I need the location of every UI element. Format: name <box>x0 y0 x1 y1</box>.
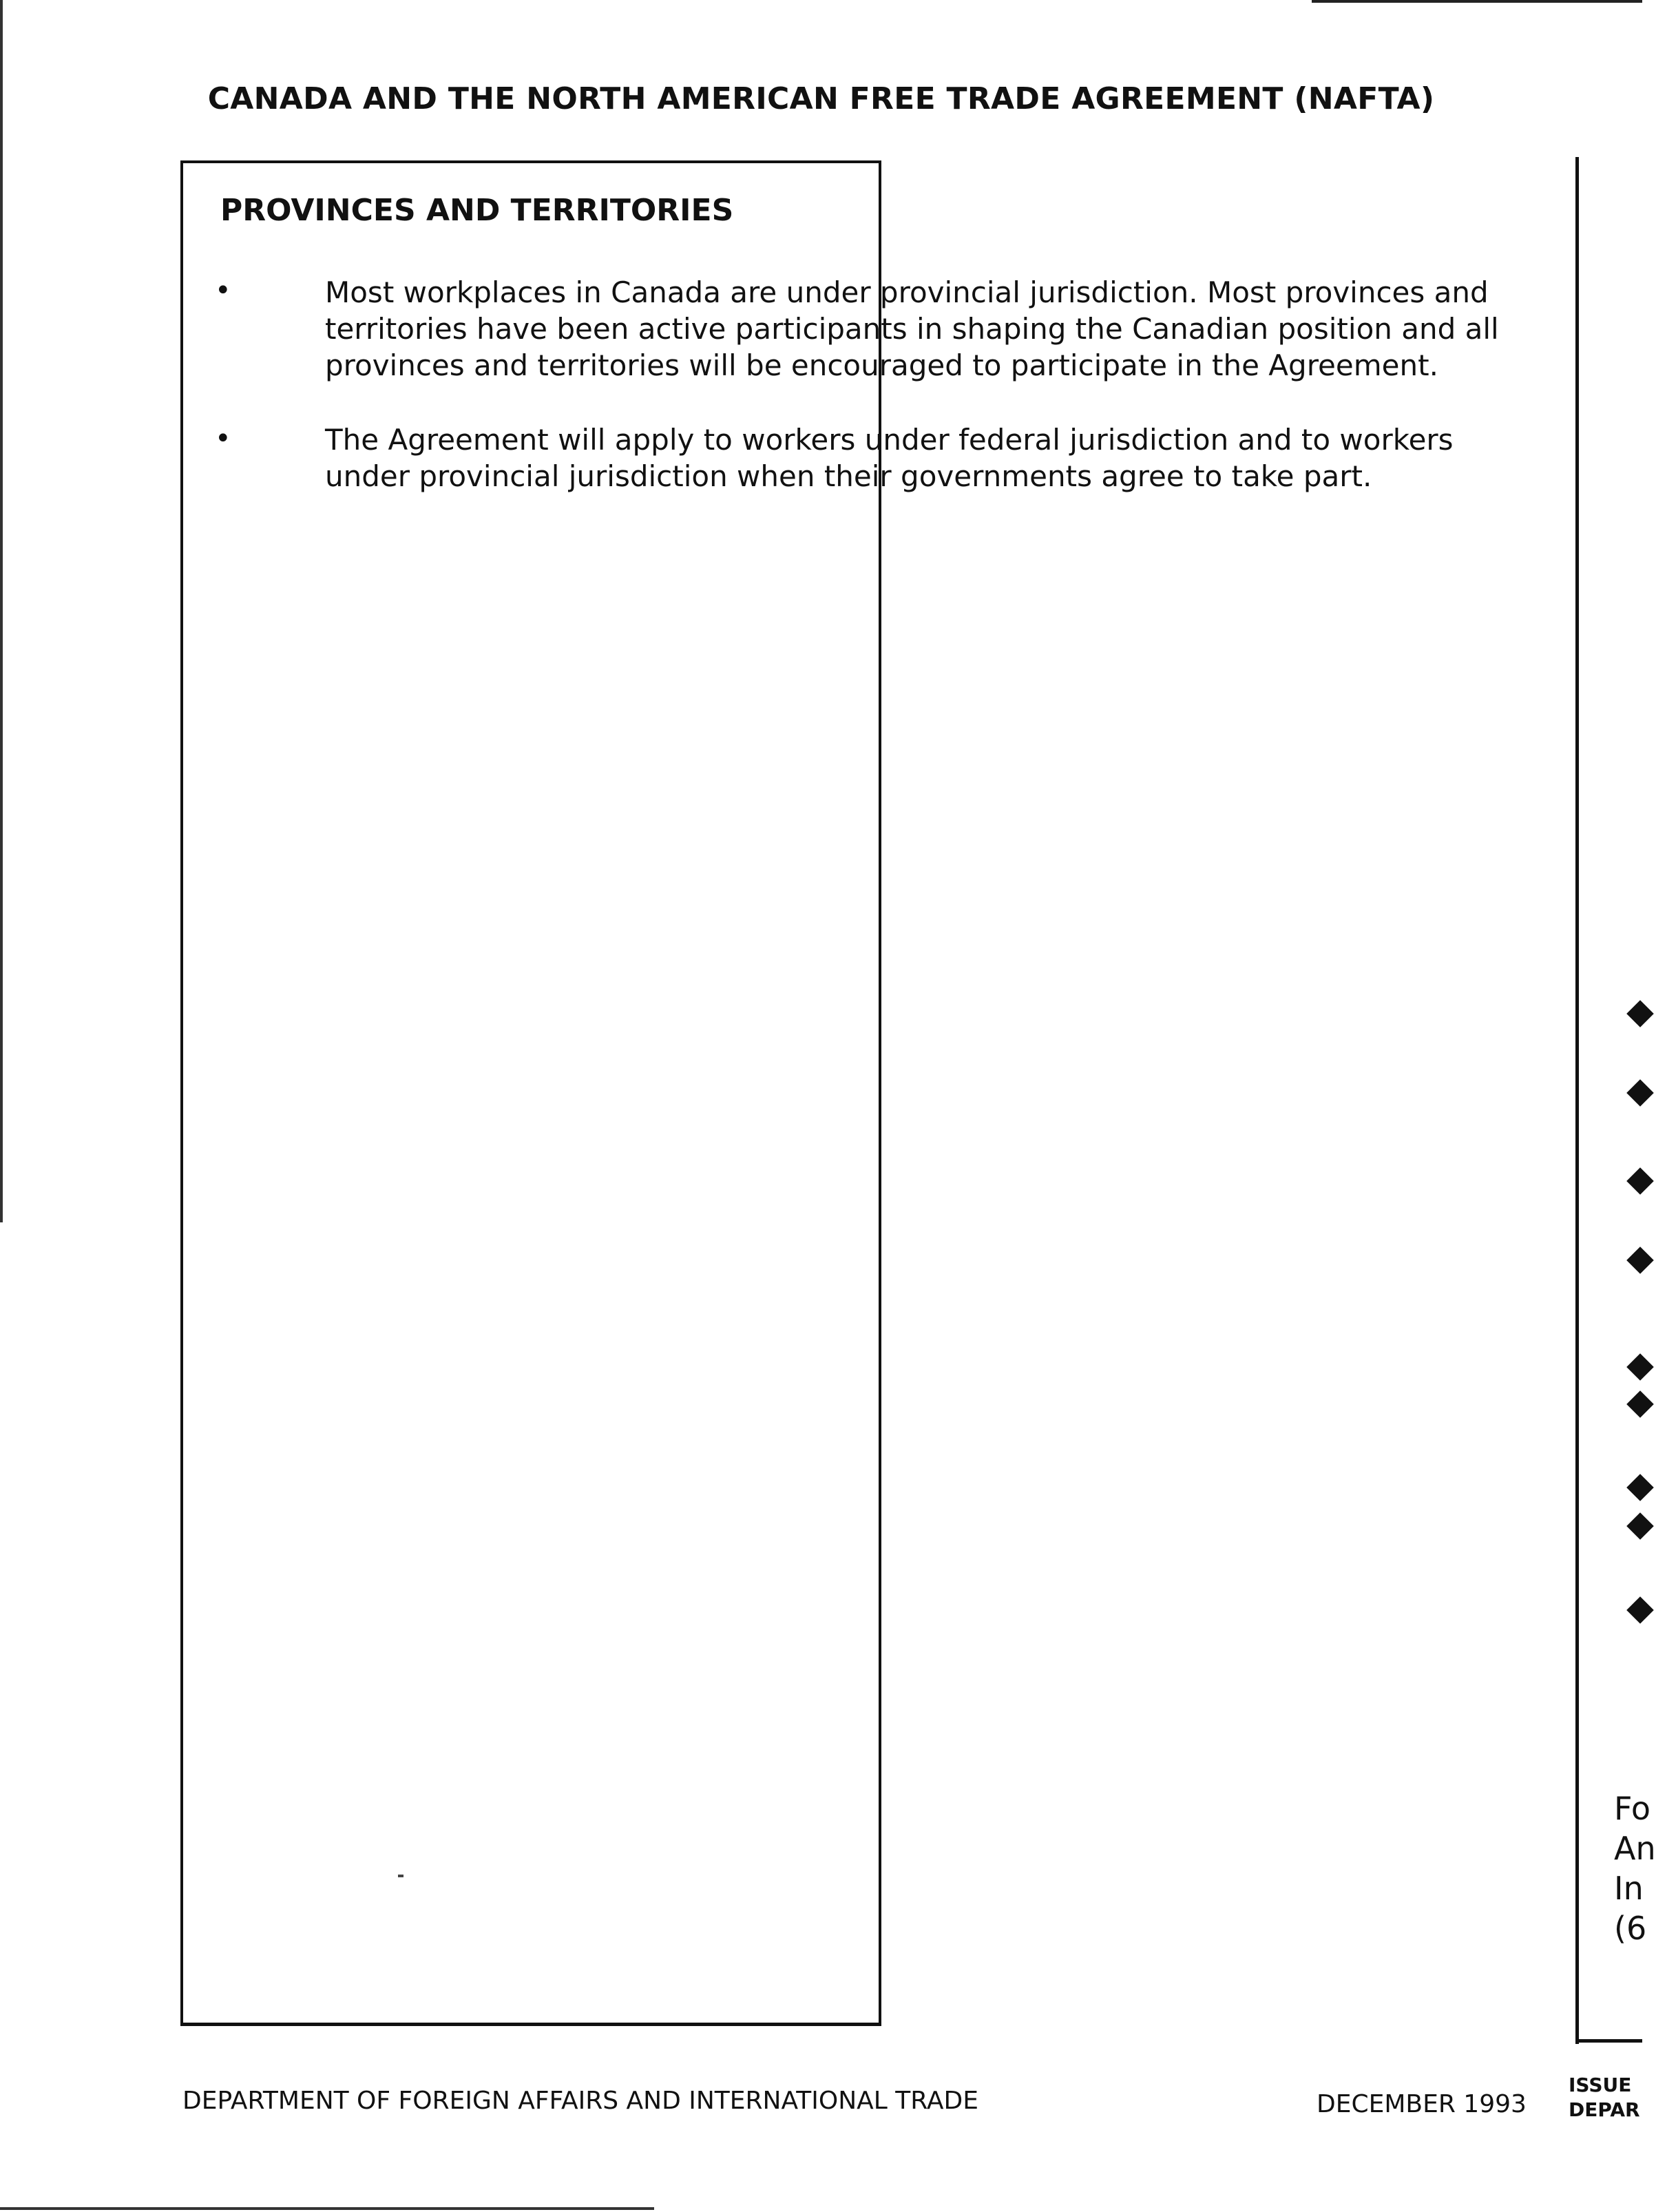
footer-department: DEPARTMENT OF FOREIGN AFFAIRS AND INTERNATIONAL TRADE <box>182 2087 978 2115</box>
diamond-bullet-icon <box>1626 1079 1654 1107</box>
adjacent-page-border-bottom <box>1575 2039 1642 2043</box>
diamond-bullet-icon <box>1626 1000 1654 1027</box>
adjacent-page-fragment <box>1555 157 1656 2051</box>
adjacent-text-line: An <box>1614 1830 1656 1867</box>
diamond-bullet-icon <box>1626 1512 1654 1540</box>
adjacent-text-line: In <box>1614 1870 1644 1907</box>
scan-edge-left <box>0 0 3 1222</box>
adjacent-footer-line: ISSUE <box>1569 2074 1632 2096</box>
adjacent-text-line: (6 <box>1614 1910 1647 1947</box>
scan-speck <box>398 1875 403 1877</box>
diamond-bullet-icon <box>1626 1246 1654 1274</box>
diamond-bullet-icon <box>1626 1167 1654 1195</box>
footer-date: DECEMBER 1993 <box>1317 2090 1527 2118</box>
section-heading: PROVINCES AND TERRITORIES <box>220 193 734 228</box>
bullet-text: Most workplaces in Canada are under provincial jurisdiction. Most provinces and territories have been active participants in shaping the Canadian position and all provinces and territories will be encouraged to participate in the Agreement. <box>325 275 1499 382</box>
diamond-bullet-icon <box>1626 1596 1654 1624</box>
diamond-bullet-icon <box>1626 1353 1654 1381</box>
diamond-bullet-icon <box>1626 1390 1654 1418</box>
bullet-marker: • <box>215 423 231 455</box>
diamond-bullet-icon <box>1626 1474 1654 1501</box>
scan-edge-bottom <box>0 2207 654 2210</box>
bullet-text: The Agreement will apply to workers under federal jurisdiction and to workers under provincial jurisdiction when their governments agree to take part. <box>325 423 1454 493</box>
adjacent-footer-line: DEPAR <box>1569 2098 1640 2121</box>
scan-edge-top <box>1312 0 1642 3</box>
adjacent-page-border <box>1575 157 1579 2044</box>
adjacent-text-line: Fo <box>1614 1790 1650 1827</box>
bullet-marker: • <box>215 275 231 306</box>
document-title: CANADA AND THE NORTH AMERICAN FREE TRADE AGREEMENT (NAFTA) <box>207 81 1435 116</box>
adjacent-page-footer <box>1569 2073 1640 2122</box>
